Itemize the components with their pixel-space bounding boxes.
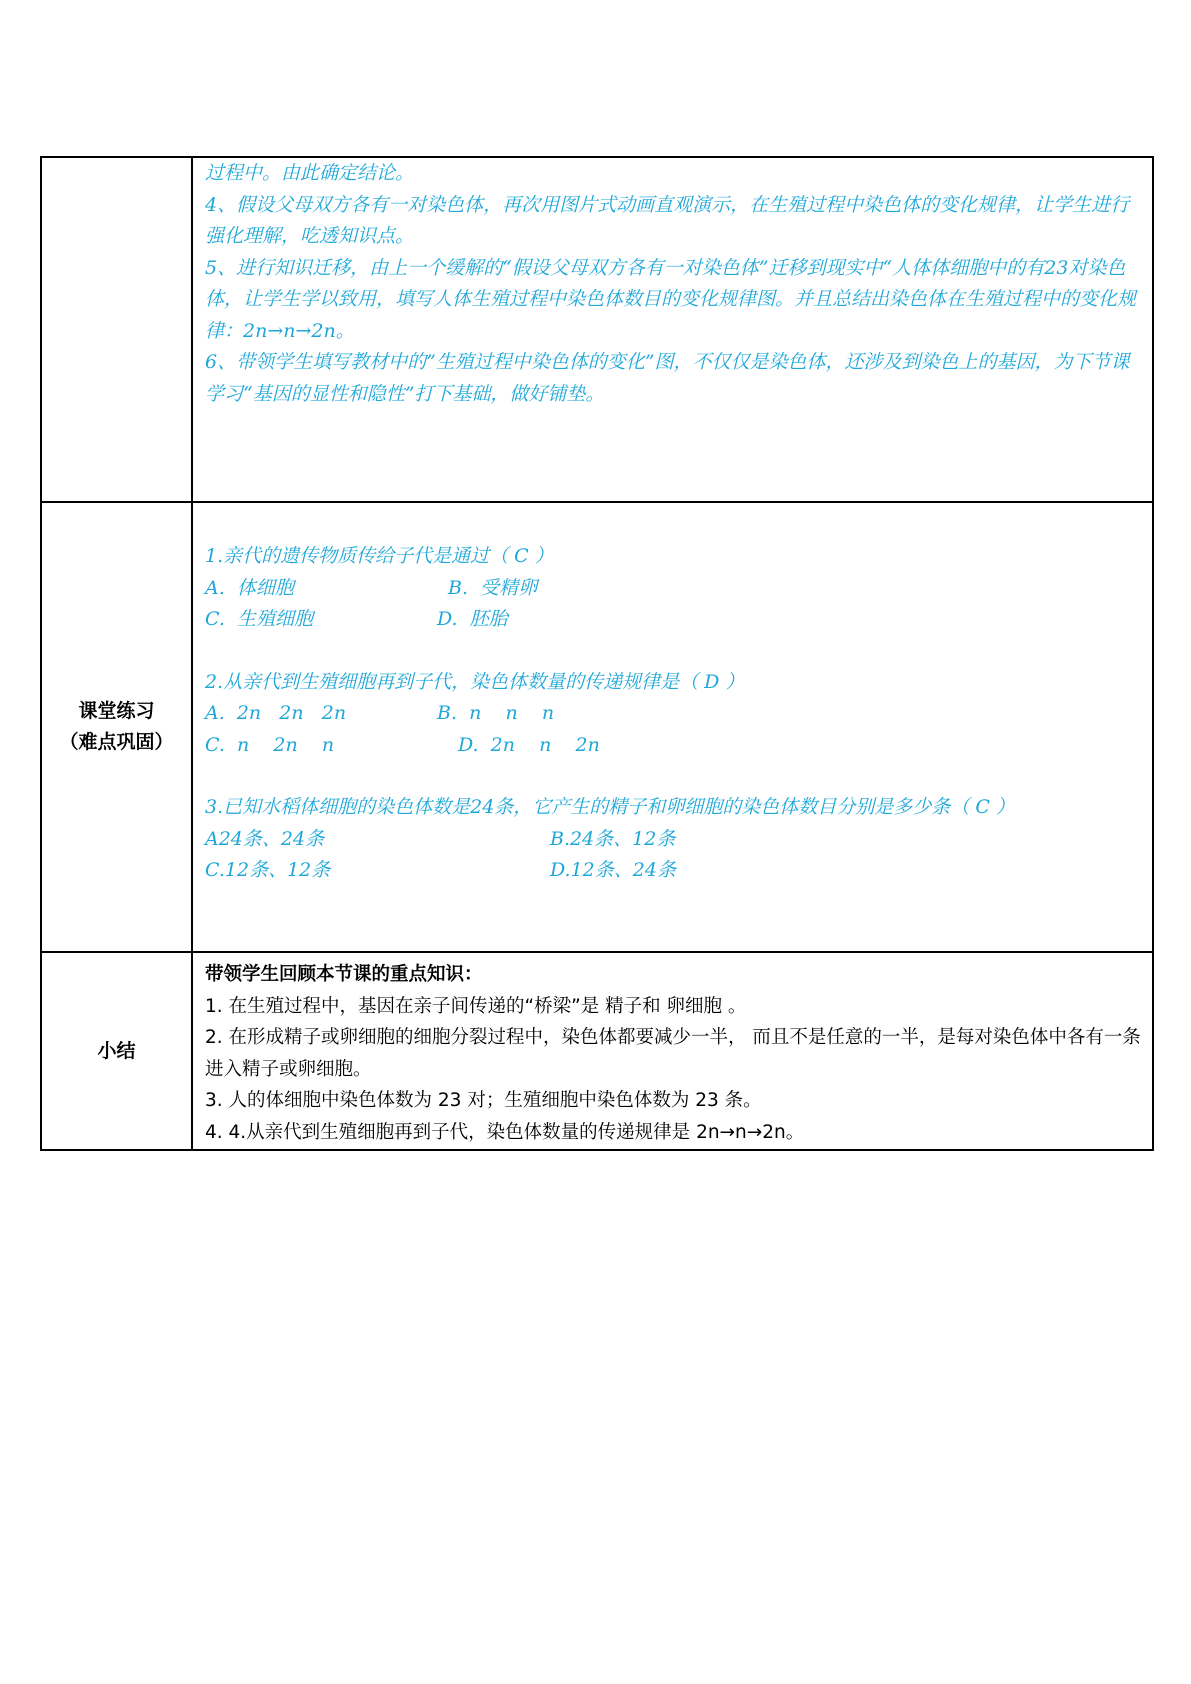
process-text: [205, 158, 1142, 410]
option-row: [205, 824, 1142, 856]
process-line: 6、带领学生填写教材中的”生殖过程中染色体的变化”图，不仅仅是染色体，还涉及到染色上的基因，为下节课学习“基因的显性和隐性”打下基础，做好铺垫。: [205, 351, 1130, 405]
process-label-cell: [41, 157, 192, 502]
question-stem: 2.从亲代到生殖细胞再到子代，染色体数量的传递规律是（ D ）: [205, 670, 745, 693]
practice-questions: [205, 503, 1142, 887]
practice-label: 课堂练习: [78, 700, 155, 722]
process-line: 过程中。由此确定结论。: [205, 162, 415, 184]
question-2: [205, 667, 1142, 762]
summary-text: [205, 953, 1142, 1148]
option-a: A. 2n 2n 2n: [205, 702, 347, 724]
option-row: [205, 573, 1142, 605]
option-row: [205, 855, 1142, 887]
option-c: C. n 2n n: [205, 733, 335, 756]
option-b: B. 受精卵: [448, 576, 538, 599]
option-row: [205, 730, 1142, 762]
classroom-practice-row: [41, 502, 1153, 952]
option-a: A. 体细胞: [205, 576, 294, 599]
option-row: [205, 604, 1142, 636]
summary-label-cell: [41, 952, 192, 1150]
process-content-cell: [192, 157, 1153, 502]
lesson-plan-table: [40, 156, 1154, 1151]
question-stem: 1.亲代的遗传物质传给子代是通过（ C ）: [205, 545, 554, 567]
summary-label: 小结: [97, 1039, 136, 1062]
process-line: 4、假设父母双方各有一对染色体，再次用图片式动画直观演示，在生殖过程中染色体的变化规律，让学生进行强化理解，吃透知识点。: [205, 193, 1130, 247]
teaching-process-row: [41, 157, 1153, 502]
option-c: C. 生殖细胞: [205, 608, 313, 630]
option-d: D. 胚胎: [437, 608, 508, 630]
summary-point-1: 1. 在生殖过程中，基因在亲子间传递的“桥梁”是 精子和 卵细胞 。: [205, 995, 747, 1017]
question-stem: 3.已知水稻体细胞的染色体数是24条，它产生的精子和卵细胞的染色体数目分别是多少条（ C ）: [205, 796, 1015, 818]
option-d: D.12条、24条: [550, 859, 676, 881]
process-line: 5、进行知识迁移，由上一个缓解的“假设父母双方各有一对染色体”迁移到现实中“人体体细胞中的有23对染色体，让学生学以致用，填写人体生殖过程中染色体数目的变化规律图。并且总结出染色体在生殖过程中的变化规律：2n→n→2n。: [205, 256, 1137, 342]
practice-label-cell: [41, 502, 192, 952]
option-c: C.12条、12条: [205, 859, 331, 881]
summary-intro: 带领学生回顾本节课的重点知识：: [205, 964, 483, 985]
option-row: [205, 698, 1142, 730]
practice-content-cell: [192, 502, 1153, 952]
question-1: [205, 541, 1142, 636]
option-b: B.24条、12条: [550, 827, 676, 850]
option-b: B. n n n: [437, 702, 555, 724]
summary-row: [41, 952, 1153, 1150]
summary-content-cell: [192, 952, 1153, 1150]
summary-point-2: 2. 在形成精子或卵细胞的细胞分裂过程中，染色体都要减少一半， 而且不是任意的一半，是每对染色体中各有一条进入精子或卵细胞。: [205, 1027, 1141, 1080]
summary-point-3: 3. 人的体细胞中染色体数为 23 对；生殖细胞中染色体数为 23 条。: [205, 1090, 762, 1111]
question-3: [205, 792, 1142, 887]
summary-point-4: 4. 4.从亲代到生殖细胞再到子代，染色体数量的传递规律是 2n→n→2n。: [205, 1121, 805, 1143]
option-a: A24条、24条: [205, 827, 325, 850]
practice-sublabel: （难点巩固）: [59, 731, 174, 753]
option-d: D. 2n n 2n: [458, 733, 600, 756]
